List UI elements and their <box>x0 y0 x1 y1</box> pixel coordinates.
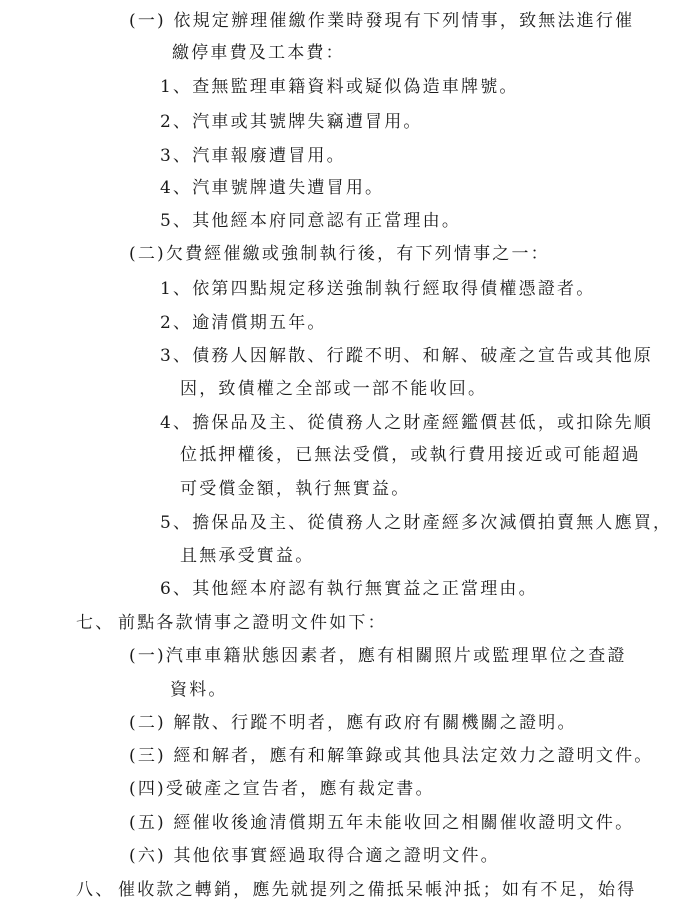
clause-6-item-2-sub-2: 2、逾清償期五年。 <box>160 313 327 333</box>
clause-6-item-2-sub-1: 1、依第四點規定移送強制執行經取得債權憑證者。 <box>160 279 596 299</box>
clause-7-number: 七、 <box>76 613 115 633</box>
clause-6-item-1-sub-4: 4、汽車號牌遺失遭冒用。 <box>160 178 385 198</box>
clause-6-item-1-cont: 繳停車費及工本費： <box>172 43 345 63</box>
clause-7-heading: 前點各款情事之證明文件如下： <box>118 613 387 633</box>
clause-7-item-1-cont: 資料。 <box>170 680 228 700</box>
clause-7-item-5: (五) 經催收後逾清償期五年未能收回之相關催收證明文件。 <box>129 813 635 833</box>
clause-8-text: 催收款之轉銷，應先就提列之備抵呆帳沖抵；如有不足，始得 <box>118 880 637 900</box>
clause-6-item-1-sub-5: 5、其他經本府同意認有正當理由。 <box>160 211 462 231</box>
clause-6-item-2-sub-6: 6、其他經本府認有執行無實益之正當理由。 <box>160 579 538 599</box>
clause-7-item-6: (六) 其他依事實經過取得合適之證明文件。 <box>129 846 500 866</box>
clause-6-item-2-sub-5: 5、擔保品及主、從債務人之財產經多次減價拍賣無人應買， <box>160 513 673 533</box>
clause-7-item-2: (二) 解散、行蹤不明者，應有政府有關機關之證明。 <box>129 713 577 733</box>
clause-6-item-2-sub-4: 4、擔保品及主、從債務人之財產經鑑價甚低，或扣除先順 <box>160 413 654 433</box>
clause-6-item-2-sub-5-cont: 且無承受實益。 <box>180 546 315 566</box>
clause-6-item-2: (二)欠費經催繳或強制執行後，有下列情事之一： <box>129 244 550 264</box>
clause-7-item-3: (三) 經和解者，應有和解筆錄或其他具法定效力之證明文件。 <box>129 746 654 766</box>
clause-6-item-1-sub-2: 2、汽車或其號牌失竊遭冒用。 <box>160 112 423 132</box>
clause-6-item-2-sub-4-cont-1: 位抵押權後，已無法受償，或執行費用接近或可能超過 <box>180 445 641 465</box>
clause-8-number: 八、 <box>76 880 115 900</box>
clause-6-item-1-sub-3: 3、汽車報廢遭冒用。 <box>160 146 346 166</box>
clause-6-item-2-sub-3: 3、債務人因解散、行蹤不明、和解、破產之宣告或其他原 <box>160 346 654 366</box>
clause-7-item-4: (四)受破產之宣告者，應有裁定書。 <box>129 779 435 799</box>
clause-6-item-2-sub-4-cont-2: 可受償金額，執行無實益。 <box>180 479 411 499</box>
clause-6-item-1-sub-1: 1、查無監理車籍資料或疑似偽造車牌號。 <box>160 77 519 97</box>
clause-7-item-1: (一)汽車車籍狀態因素者，應有相關照片或監理單位之查證 <box>129 646 627 666</box>
clause-6-item-2-sub-3-cont: 因，致債權之全部或一部不能收回。 <box>180 379 488 399</box>
clause-6-item-1: (一) 依規定辦理催繳作業時發現有下列情事，致無法進行催 <box>129 11 635 31</box>
